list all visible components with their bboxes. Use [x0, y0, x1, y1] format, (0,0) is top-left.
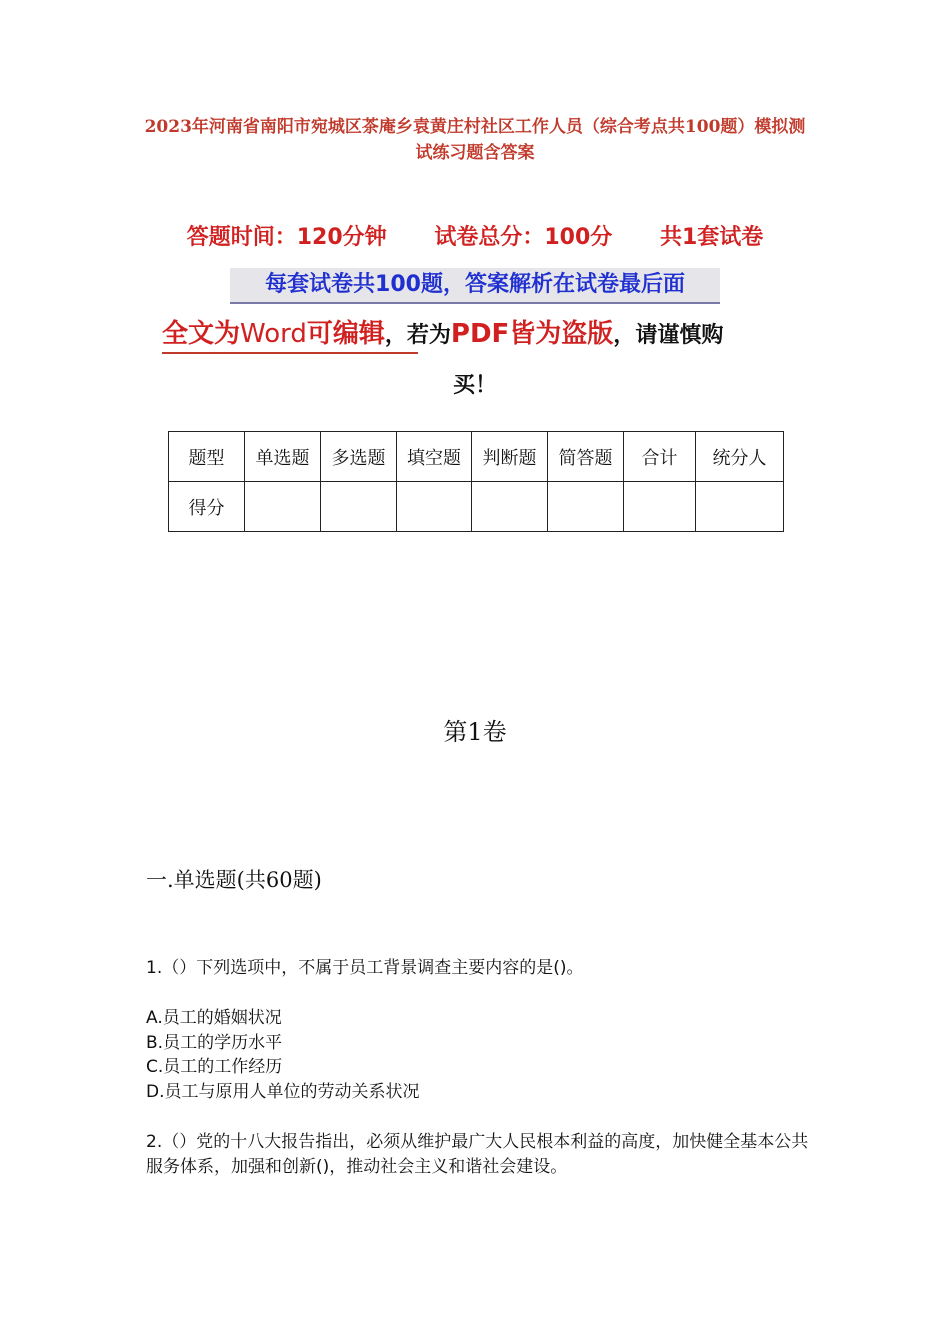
- notice-dark-1: 若为: [406, 323, 451, 348]
- option-b: B.员工的学历水平: [146, 1032, 283, 1053]
- volume-heading: 第1卷: [443, 718, 507, 746]
- question-options: [146, 1006, 420, 1104]
- score-cell[interactable]: [548, 482, 624, 532]
- notice-underline: [162, 352, 418, 354]
- score-table: [168, 431, 784, 532]
- score-cell[interactable]: [245, 482, 321, 532]
- question-stem: 1.（）下列选项中，不属于员工背景调查主要内容的是()。: [146, 958, 584, 978]
- table-header-cell: 合计: [624, 432, 696, 482]
- score-cell[interactable]: [397, 482, 472, 532]
- score-cell[interactable]: [624, 482, 696, 532]
- table-header-cell: 单选题: [245, 432, 321, 482]
- answer-notice: 每套试卷共100题，答案解析在试卷最后面: [230, 268, 720, 304]
- exam-meta: [0, 220, 950, 251]
- notice-comma-1: ，: [384, 323, 407, 348]
- question-stem: 2.（）党的十八大报告指出，必须从维护最广大人民根本利益的高度，加快健全基本公共服务体系，加强和创新()，推动社会主义和谐社会建设。: [146, 1132, 809, 1177]
- table-header-cell: 填空题: [397, 432, 472, 482]
- score-cell[interactable]: [696, 482, 784, 532]
- notice-comma-2: ，: [613, 323, 636, 348]
- table-header-cell: 多选题: [321, 432, 397, 482]
- score-table-row: [169, 482, 784, 532]
- option-c: C.员工的工作经历: [146, 1057, 283, 1077]
- exam-sets: 共1套试卷: [659, 225, 764, 250]
- section-heading: 一.单选题(共60题): [146, 868, 322, 892]
- table-header-cell: 统分人: [696, 432, 784, 482]
- notice-red-3: PDF皆为盗版: [450, 319, 614, 349]
- notice-red-2: 可编辑: [306, 319, 385, 349]
- option-a: A.员工的婚姻状况: [146, 1008, 282, 1028]
- table-row-label: 得分: [169, 482, 245, 532]
- notice-dark-2: 请谨慎购: [635, 323, 724, 348]
- table-header-cell: 判断题: [472, 432, 548, 482]
- notice-red-1: 全文为: [162, 319, 241, 349]
- document-title: 2023年河南省南阳市宛城区茶庵乡袁黄庄村社区工作人员（综合考点共100题）模拟测试练习题含答案: [144, 117, 806, 163]
- option-d: D.员工与原用人单位的劳动关系状况: [146, 1081, 420, 1102]
- score-table-header-row: [169, 432, 784, 482]
- exam-total-score: 试卷总分：100分: [434, 225, 613, 250]
- score-cell[interactable]: [472, 482, 548, 532]
- table-header-cell: 简答题: [548, 432, 624, 482]
- exam-time: 答题时间：120分钟: [186, 225, 387, 250]
- table-header-cell: 题型: [169, 432, 245, 482]
- notice-last: 买！: [452, 373, 497, 398]
- score-cell[interactable]: [321, 482, 397, 532]
- notice-word: Word: [240, 319, 307, 349]
